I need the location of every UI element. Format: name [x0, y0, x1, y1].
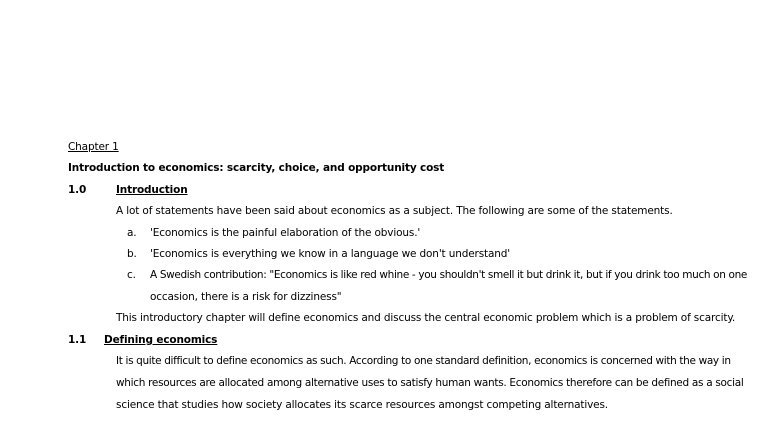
- section-number-1-1: 1.1: [68, 334, 87, 346]
- list-item-a: 'Economics is the painful elaboration of the obvious.': [150, 227, 421, 239]
- list-item-c-line1: A Swedish contribution: "Economics is like red whine - you shouldn't smell it but drink it, but if you drink too much on one: [150, 269, 748, 281]
- definition-paragraph-line3: science that studies how society allocates its scarce resources amongst competing alternatives.: [116, 399, 608, 411]
- list-item-b: 'Economics is everything we know in a language we don't understand': [150, 248, 511, 260]
- chapter-title: Introduction to economics: scarcity, choice, and opportunity cost: [68, 162, 445, 174]
- list-item-c-line2: occasion, there is a risk for dizziness": [150, 291, 342, 303]
- list-marker-b: b.: [127, 248, 137, 260]
- definition-paragraph-line1: It is quite difficult to define economics as such. According to one standard definition, economics is concerned with the way in: [116, 355, 731, 367]
- list-marker-c: c.: [127, 269, 136, 281]
- section-number-1-0: 1.0: [68, 184, 87, 196]
- definition-paragraph-line2: which resources are allocated among alternative uses to satisfy human wants. Economics therefore can be defined as a social: [116, 377, 744, 389]
- closing-paragraph: This introductory chapter will define economics and discuss the central economic problem which is a problem of scarcity.: [116, 312, 736, 324]
- intro-paragraph: A lot of statements have been said about economics as a subject. The following are some of the statements.: [116, 205, 673, 217]
- section-heading-introduction: Introduction: [116, 184, 188, 196]
- chapter-label: Chapter 1: [68, 141, 119, 153]
- section-heading-defining-economics: Defining economics: [104, 334, 218, 346]
- list-marker-a: a.: [127, 227, 137, 239]
